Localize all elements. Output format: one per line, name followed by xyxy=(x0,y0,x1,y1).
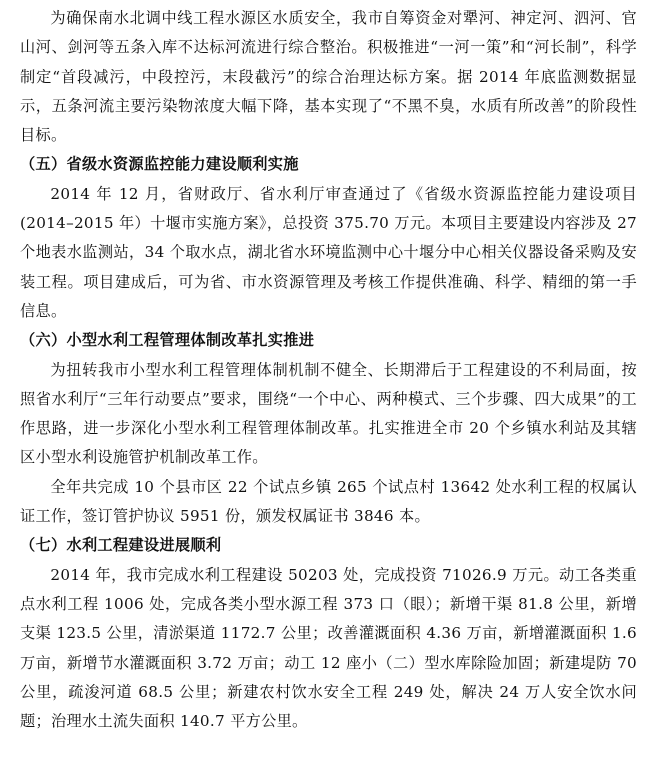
paragraph-monitoring-capacity: 2014 年 12 月，省财政厅、省水利厅审查通过了《省级水资源监控能力建设项目(2014–2015 年）十堰市实施方案》，总投资 375.70 万元。本项目主要建设内容涉及 27 个地表水监测站，34 个取水点，湖北省水环境监测中心十堰分中心相关仪器设备采购及安装工程。项目建成后，可为省、市水资源管理及考核工作提供准确、科学、精细的第一手信息。 xyxy=(20,184,637,320)
section-heading-5: （五）省级水资源监控能力建设顺利实施 xyxy=(20,155,299,174)
section-heading-6: （六）小型水利工程管理体制改革扎实推进 xyxy=(20,331,315,350)
paragraph-construction-progress: 2014 年，我市完成水利工程建设 50203 处，完成投资 71026.9 万元。动工各类重点水利工程 1006 处，完成各类小型水源工程 373 口（眼）；新增干渠 81.8 公里，新增支渠 123.5 公里，清淤渠道 1172.7 公里；改善灌溉面积 4.36 万亩，新增灌溉面积 1.6 万亩，新增节水灌溉面积 3.72 万亩；动工 12 座小（二）型水库除险加固；新建堤防 70 公里，疏浚河道 68.5 公里；新建农村饮水安全工程 249 处，解决 24 万人安全饮水问题；治理水土流失面积 140.7 平方公里。 xyxy=(20,565,637,731)
paragraph-ownership-certification: 全年共完成 10 个县市区 22 个试点乡镇 265 个试点村 13642 处水利工程的权属认证工作，签订管护协议 5951 份，颁发权属证书 3846 本。 xyxy=(20,477,637,526)
paragraph-water-source-protection: 为确保南水北调中线工程水源区水质安全，我市自筹资金对犟河、神定河、泗河、官山河、剑河等五条入库不达标河流进行综合整治。积极推进“一河一策”和“河长制”，科学制定“首段减污，中段控污，末段截污”的综合治理达标方案。据 2014 年底监测数据显示，五条河流主要污染物浓度大幅下降，基本实现了“不黑不臭，水质有所改善”的阶段性目标。 xyxy=(20,9,637,145)
section-heading-7: （七）水利工程建设进展顺利 xyxy=(20,536,222,555)
paragraph-management-reform: 为扭转我市小型水利工程管理体制机制不健全、长期滞后于工程建设的不利局面，按照省水利厅“三年行动要点”要求，围绕“一个中心、两种模式、三个步骤、四大成果”的工作思路，进一步深化小型水利工程管理体制改革。扎实推进全市 20 个乡镇水利站及其辖区小型水利设施管护机制改革工作。 xyxy=(20,360,637,467)
